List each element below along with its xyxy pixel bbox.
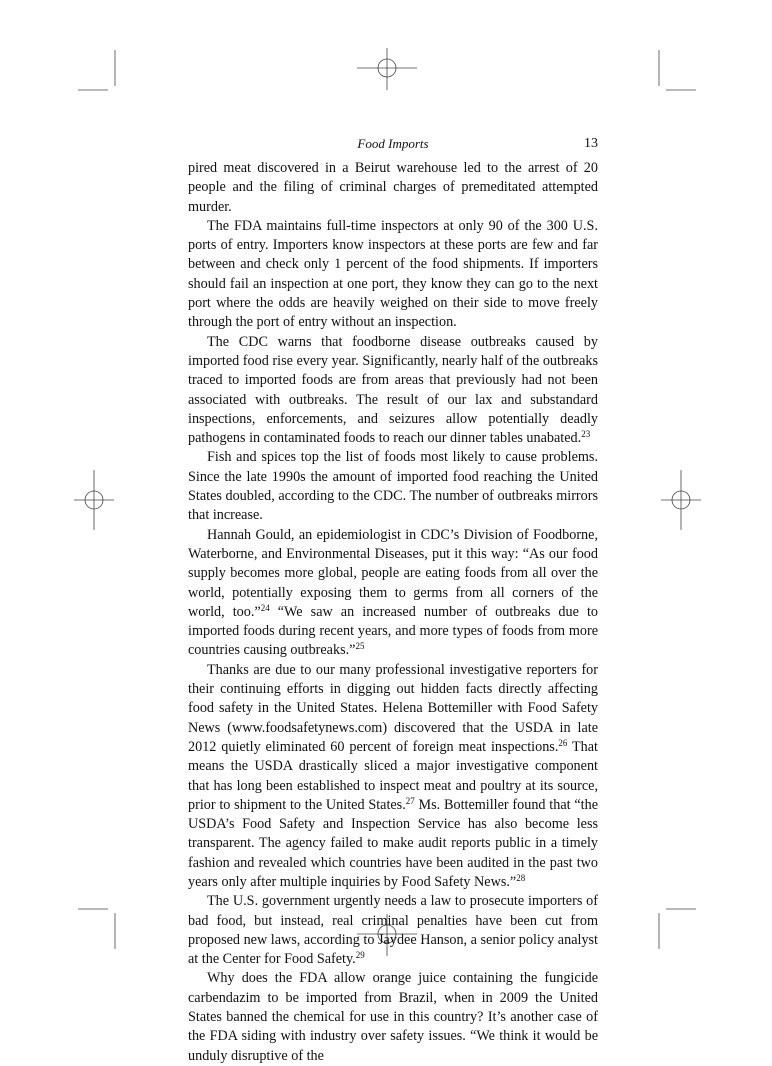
paragraph-2: The FDA maintains full-time inspectors at only 90 of the 300 U.S. ports of entry. Importers know inspectors at these ports are few and far between and check only 1 percent of the food shipments. If importers should fail an inspection at one port, they know they can go to the next port where the odds are heavily weighed on their side to move freely through the port of entry without an inspection. — [188, 217, 598, 331]
registration-mark-left — [72, 470, 116, 534]
footnote-ref-26[interactable]: 26 — [558, 737, 568, 748]
crop-mark-top-left — [78, 50, 138, 95]
footnote-ref-23[interactable]: 23 — [581, 429, 591, 440]
footnote-ref-25[interactable]: 25 — [355, 641, 365, 652]
paragraph-7: The U.S. government urgently needs a law to prosecute importers of bad food, but instead, real criminal penalties have been cut from proposed new laws, according to Jaydee Hanson, a senior policy analyst at the Center for Food Safety.$^{29}$ — [188, 893, 598, 968]
paragraph-5: Hannah Gould, an epidemiologist in CDC’s Division of Foodborne, Waterborne, and Environmental Diseases, put it this way: “As our food supply becomes more global, people are eating foods from all over the world, potentially exposing them to germs from all corners of the world, too.”$^{24}$ “We saw an increased number of outbreaks due to imported foods during recent years, and more types of foods from more countries causing outbreaks.”$^{25}$ — [188, 526, 598, 659]
paragraph-8: Why does the FDA allow orange juice containing the fungicide carbendazim to be imported from Brazil, when in 2009 the United States banned the chemical for use in this country? It’s another case of the FDA siding with industry over safety issues. “We think it would be unduly disruptive of the — [188, 970, 598, 1064]
running-title: Food Imports — [357, 136, 429, 151]
registration-mark-top — [355, 48, 419, 92]
paragraph-3: The CDC warns that foodborne disease outbreaks caused by imported food rise every year. Significantly, nearly half of the outbreaks traced to imported foods are from areas that previously had not been associated with outbreaks. The result of our lax and substandard inspections, enforcements, and seizures allow potentially deadly pathogens in contaminated foods to reach our dinner tables unabated.$^{23}$ — [188, 333, 598, 447]
footnote-ref-29[interactable]: 29 — [355, 950, 365, 961]
page-number: 13 — [584, 136, 598, 151]
running-header — [188, 136, 598, 154]
crop-mark-bottom-right — [652, 905, 702, 950]
registration-mark-right — [659, 470, 703, 534]
footnote-ref-27[interactable]: 27 — [405, 795, 415, 806]
paragraph-1: pired meat discovered in a Beirut warehouse led to the arrest of 20 people and the filing of criminal charges of premeditated attempted murder. — [188, 160, 598, 215]
paragraph-6: Thanks are due to our many professional investigative reporters for their continuing efforts in digging out hidden facts directly affecting food safety in the United States. Helena Bottemiller with Food Safety News (www.foodsafetynews.com) discovered that the USDA in late 2012 quietly eliminated 60 percent of foreign meat inspections.$^{26}$ That means the USDA drastically sliced a major investigative component that has long been established to inspect meat and poultry at its source, prior to shipment to the United States.$^{27}$ Ms. Bottemiller found that “the USDA’s Food Safety and Inspection Service has also become less transparent. The agency failed to make audit reports public in a timely fashion and revealed which countries have been audited in the past two years only after multiple inquiries by Food Safety News.”$^{28}$ — [188, 661, 598, 890]
paragraph-4: Fish and spices top the list of foods most likely to cause problems. Since the late 1990s the amount of imported food reaching the United States doubled, according to the CDC. The number of outbreaks mirrors that increase. — [188, 449, 598, 524]
body-text — [188, 159, 598, 1066]
footnote-ref-28[interactable]: 28 — [516, 872, 526, 883]
crop-mark-bottom-left — [78, 905, 138, 950]
crop-mark-top-right — [652, 50, 702, 95]
footnote-ref-24[interactable]: 24 — [260, 602, 270, 613]
